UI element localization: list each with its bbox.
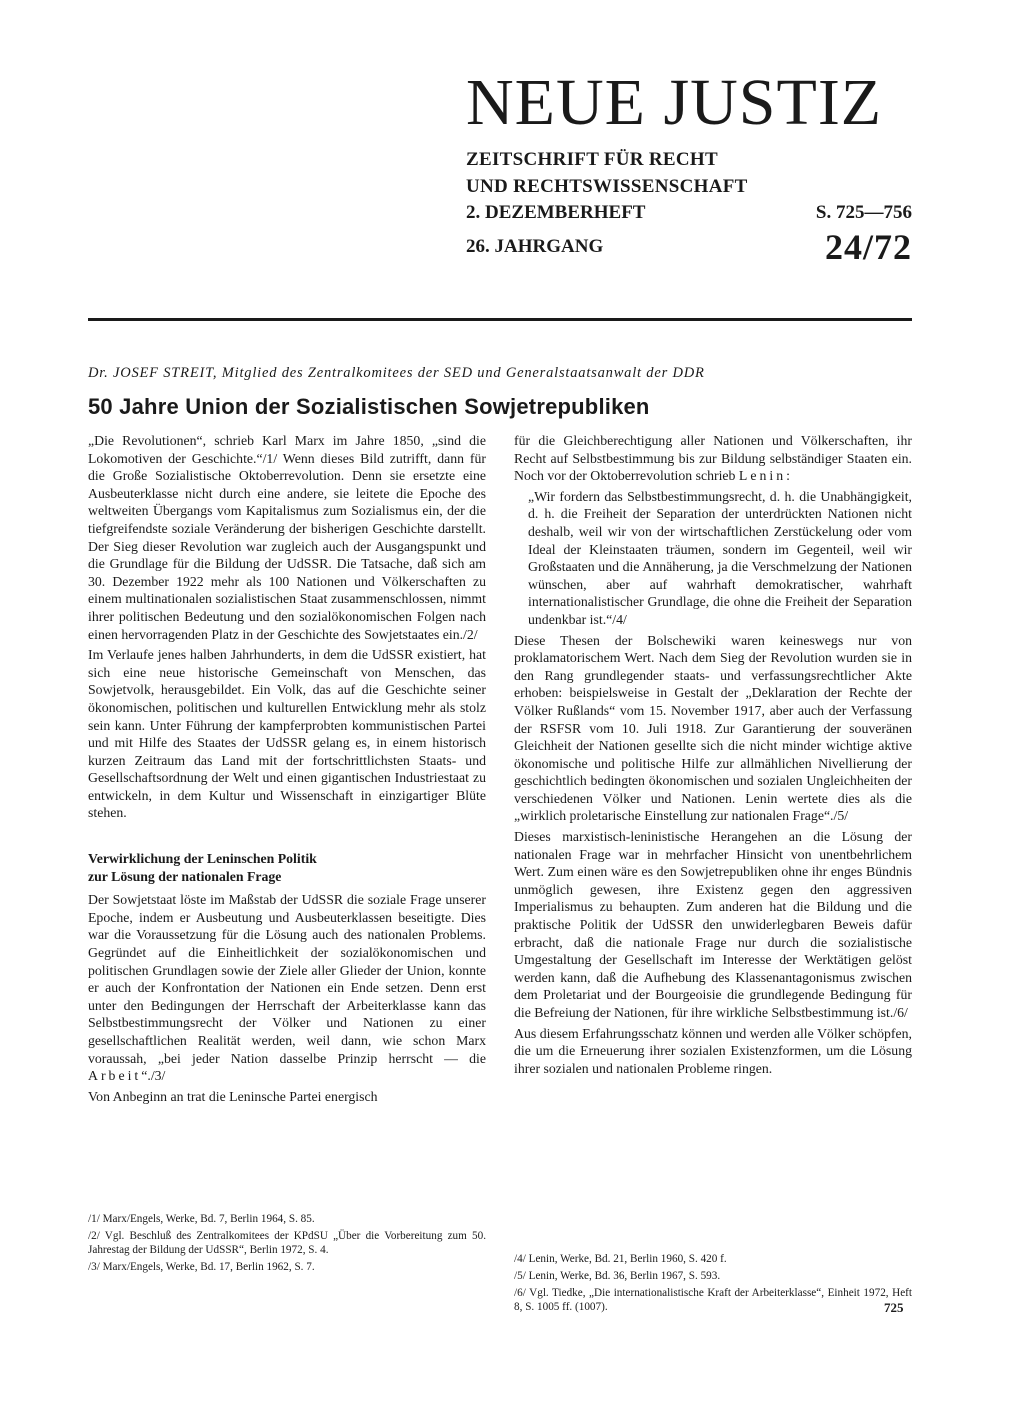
header-rule: [88, 318, 912, 321]
journal-title: NEUE JUSTIZ: [466, 66, 883, 139]
footnote: /1/ Marx/Engels, Werke, Bd. 7, Berlin 1964, S. 85.: [88, 1213, 315, 1225]
volume-row: [466, 227, 916, 267]
page-number: 725: [884, 1300, 904, 1315]
footnotes-right: [514, 1252, 912, 1317]
paragraph: „Die Revolutionen“, schrieb Karl Marx im Jahre 1850, „sind die Lokomotiven der Geschichte.“/1/ Wenn dieses Bild zutrifft, dann für die Große Sozialistische Oktoberrevolution. Denn sie ersetzte eine Ausbeuterklasse nicht durch eine andere, sie leitete die Epoche des weltweiten Übergangs vom Kapitalismus zum Sozialismus ein, der die tiefgreifendste soziale Veränderung der bisherigen Geschichte darstellt. Der Sieg dieser Revolution war zugleich auch der Ausgangspunkt und die Grundlage für die Bildung der UdSSR. Die Tatsache, daß sich am 30. Dezember 1922 mehr als 100 Nationen und Völkerschaften zu einem multinationalen sozialistischen Staat zusammenschlossen, nimmt ihrer politischen Bedeutung und den sozialökonomischen Folgen nach einen hervorragenden Platz in der Geschichte des Sowjetstaates ein./2/: [88, 433, 486, 642]
subtitle-line-1: ZEITSCHRIFT FÜR RECHT: [466, 149, 718, 170]
author-line: Dr. JOSEF STREIT, Mitglied des Zentralkomitees der SED und Generalstaatsanwalt der DDR: [88, 365, 705, 381]
masthead: [466, 66, 916, 267]
page-range: S. 725—756: [815, 202, 912, 223]
block-quote: „Wir fordern das Selbstbestimmungsrecht, d. h. die Unabhängigkeit, d. h. die Freiheit der Separation der unterdrückten Nationen nicht deshalb, weil wir von der wirtschaftlichen Zerstückelung oder vom Ideal der Kleinstaaten träumen, sondern im Gegenteil, weil wir Großstaaten und die Annäherung, ja die Verschmelzung der Nationen wünschen, aber auf wahrhaft demokratischer, wahrhaft internationalistischer Grundlage, die ohne die Freiheit der Separation undenkbar ist.“/4/: [528, 488, 912, 627]
subhead-line-1: Verwirklichung der Leninschen Politik: [88, 851, 317, 867]
footnotes-left: [88, 1212, 486, 1277]
right-column: [514, 432, 912, 1080]
issue-number: 24/72: [824, 227, 912, 267]
footnote: /2/ Vgl. Beschluß des Zentralkomitees der KPdSU „Über die Vorbereitung zum 50. Jahrestag der Bildung der UdSSR“, Berlin 1972, S. 4.: [88, 1230, 486, 1256]
paragraph: Diese Thesen der Bolschewiki waren keineswegs nur von proklamatorischem Wert. Nach dem Sieg der Revolution wurden sie in den Rang grundlegender staats- und verfassungsrechtlicher Akte erhoben: beispielsweise in Gestalt der „Deklaration der Rechte der Völker Rußlands“ vom 15. November 1917, aber auch der Verfassung der RSFSR vom 10. Juli 1918. Zur Garantierung der souveränen Gleichheit der Nationen gesellte sich die nicht minder wichtige aktive ökonomische und politische Hilfe zur allmählichen Nivellierung der geschichtlich bedingten ökonomischen und sozialen Ungleichheiten der verschiedenen Völker und Nationen. Lenin wertete dies als die „wirklich proletarische Einstellung zur nationalen Frage“./5/: [514, 632, 912, 824]
paragraph-text: für die Gleichberechtigung aller Nationen und Völkerschaften, ihr Recht auf Selbstbestimmung bis zur Bildung selbständiger Staaten ein. Noch vor der Oktoberrevolution schrieb: [514, 433, 912, 484]
paragraph: Dieses marxistisch-leninistische Herangehen an die Lösung der nationalen Frage war in mehrfacher Hinsicht von unentbehrlichem Wert. Zum einen wäre es den Sowjetrepubliken ohne ihr enges Bündnis unmöglich gewesen, ihre Existenz gegen den aggressiven Imperialismus zu behaupten. Zum anderen hat die Bildung und die praktische Politik der UdSSR den unwiderlegbaren Beweis dafür erbracht, daß die nationale Frage nur durch die sozialistische Umgestaltung der Gesellschaft im Interesse der Werktätigen gelöst werden kann, daß die Aufhebung des Klassenantagonismus zwischen dem Proletariat und der Bourgeoisie die grundlegende Bedingung für die Befreiung der Nationen, für ihre wirkliche Selbstbestimmung ist./6/: [514, 829, 912, 1020]
subhead-line-2: zur Lösung der nationalen Frage: [88, 868, 282, 884]
footnote: /5/ Lenin, Werke, Bd. 36, Berlin 1967, S. 593.: [514, 1270, 721, 1282]
emphasized-word: Lenin: [738, 468, 787, 484]
footnote: /3/ Marx/Engels, Werke, Bd. 17, Berlin 1962, S. 7.: [88, 1261, 315, 1273]
paragraph-end: :: [786, 468, 790, 484]
paragraph: Aus diesem Erfahrungsschatz können und werden alle Völker schöpfen, die um die Erneuerung ihrer sozialen Existenzformen, um die Lösung ihrer sozialen und nationalen Probleme ringen.: [514, 1025, 912, 1076]
paragraph-text: Der Sowjetstaat löste im Maßstab der UdSSR die soziale Frage unserer Epoche, indem er Ausbeutung und Ausbeuterklassen beseitigte. Dies war die Voraussetzung für die Lösung auch des nationalen Problems. Gegründet auf die Einheitlichkeit der sozialökonomischen und politischen Grundlagen sowie der Ziele aller Glieder der Union, konnte er auch der Konfrontation der Nationen ein Ende setzen. Denn erst unter den Bedingungen der Herrschaft der Arbeiterklasse kann das Selbstbestimmungsrecht der Völker und Nationen zu einer gesellschaftlichen Realität werden, weil dann, wie schon Marx voraussah, „bei jeder Nation dasselbe Prinzip herrscht — die: [88, 892, 486, 1066]
article-headline: 50 Jahre Union der Sozialistischen Sowjetrepubliken: [88, 394, 650, 419]
paragraph: [88, 891, 486, 1085]
emphasized-word: Arbeit: [88, 1068, 142, 1084]
volume-label: 26. JAHRGANG: [466, 236, 604, 257]
footnote: /6/ Vgl. Tiedke, „Die internationalistische Kraft der Arbeiterklasse“, Einheit 1972, Heft 8, S. 1005 ff. (1007).: [514, 1287, 912, 1313]
left-column: [88, 432, 486, 1108]
issue-label: 2. DEZEMBERHEFT: [466, 202, 646, 223]
subtitle-line-2: UND RECHTSWISSENSCHAFT: [466, 176, 748, 197]
journal-subtitle: [466, 146, 916, 200]
section-subhead: [88, 850, 486, 885]
paragraph-end: “./3/: [141, 1068, 166, 1084]
paragraph: Von Anbeginn an trat die Leninsche Partei energisch: [88, 1088, 378, 1104]
paragraph: Im Verlaufe jenes halben Jahrhunderts, in dem die UdSSR existiert, hat sich eine neue historische Gemeinschaft von Menschen, das Sowjetvolk, herausgebildet. Ein Volk, das auf die Geschichte seiner ökonomischen, politischen und kulturellen Entwicklung mehr als stolz sein kann. Unter Führung der kampferprobten kommunistischen Partei und mit Hilfe des Staates der UdSSR gelang es, in einem historisch kurzen Zeitraum das Land mit der fortschrittlichsten Staats- und Gesellschaftsordnung der Welt und einen gigantischen Industriestaat zu entwickeln, in dem Kultur und Wissenschaft in einzigartiger Blüte stehen.: [88, 647, 486, 821]
paragraph: [514, 432, 912, 485]
footnote: /4/ Lenin, Werke, Bd. 21, Berlin 1960, S. 420 f.: [514, 1253, 727, 1265]
